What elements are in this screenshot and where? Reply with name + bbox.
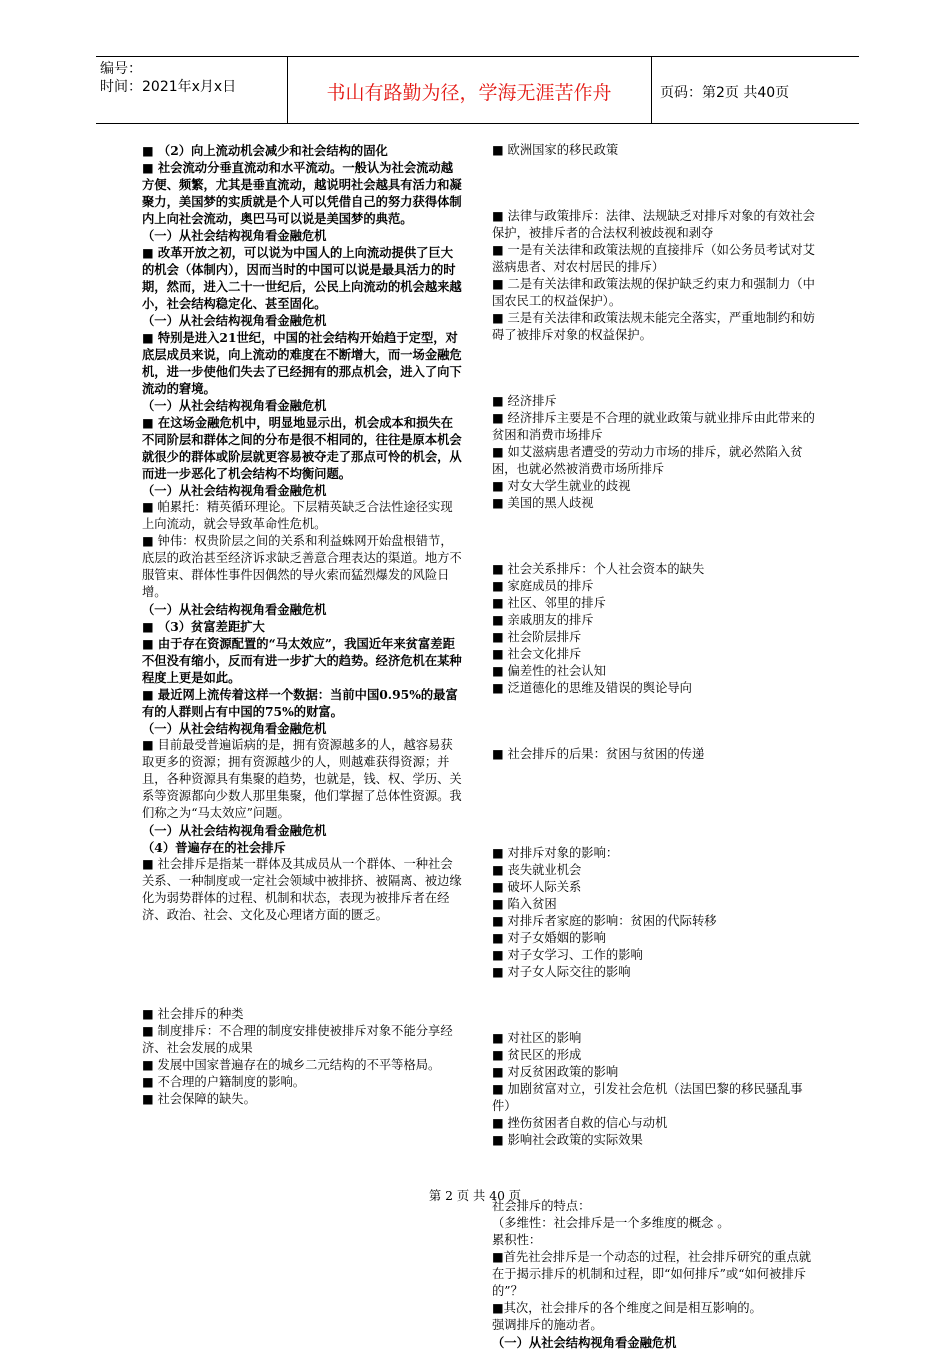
right-column xyxy=(492,142,820,1351)
paragraph: （多维性：社会排斥是一个多维度的概念 。 xyxy=(492,1216,730,1230)
paragraph: ■ 社会阶层排斥 xyxy=(492,630,582,644)
paragraph xyxy=(492,360,820,377)
paragraph: ■ 法律与政策排斥：法律、法规缺乏对排斥对象的有效社会保护，被排斥者的合法权利被歧视和剥夺 xyxy=(492,209,815,240)
paragraph: ■ 经济排斥 xyxy=(492,394,557,408)
paragraph: ■ 在这场金融危机中，明显地显示出，机会成本和损失在不同阶层和群体之间的分布是很不相同的，往往是原本机会就很少的群体或阶层就更容易被夺走了那点可怜的机会，从而进一步恶化了机会结构不均衡问题。 xyxy=(142,415,462,481)
paragraph: ■ 钟伟：权贵阶层之间的关系和利益蛛网开始盘根错节，底层的政治甚至经济诉求缺乏善意合理表达的渠道。地方不服管束、群体性事件因偶然的导火索而猛烈爆发的风险日增。 xyxy=(142,534,462,599)
header-number: 编号： xyxy=(100,61,142,77)
paragraph: ■ 社会排斥的种类 xyxy=(142,1007,244,1021)
paragraph xyxy=(492,175,820,192)
paragraph: ■ 社会保障的缺失。 xyxy=(142,1092,256,1106)
paragraph: ■ 对排斥者家庭的影响：贫困的代际转移 xyxy=(492,914,717,928)
paragraph: ■ 三是有关法律和政策法规未能完全落实，严重地制约和妨碍了被排斥对象的权益保护。 xyxy=(492,311,815,342)
paragraph: ■ 对子女人际交往的影响 xyxy=(492,965,631,979)
paragraph: ■ 对社区的影响 xyxy=(492,1031,582,1045)
paragraph: ■ 如艾滋病患者遭受的劳动力市场的排斥，就必然陷入贫困，也就必然被消费市场所排斥 xyxy=(492,445,803,476)
paragraph: ■ 由于存在资源配置的“马太效应”，我国近年来贫富差距不但没有缩小，反而有进一步扩大的趋势。经济危机在某种程度上更是如此。 xyxy=(142,636,462,685)
paragraph: ■ 社区、邻里的排斥 xyxy=(492,596,606,610)
paragraph xyxy=(492,812,820,829)
paragraph: ■ 不合理的户籍制度的影响。 xyxy=(142,1075,306,1089)
paragraph: ■ 对子女学习、工作的影响 xyxy=(492,948,643,962)
paragraph xyxy=(492,528,820,545)
paragraph: ■ 对反贫困政策的影响 xyxy=(492,1065,619,1079)
paragraph: 社会排斥的特点： xyxy=(492,1199,591,1213)
paragraph: （4）普遍存在的社会排斥 xyxy=(142,840,286,855)
header-motto: 书山有路勤为径，学海无涯苦作舟 xyxy=(326,82,612,104)
paragraph: （一）从社会结构视角看金融危机 xyxy=(142,602,327,617)
header-rule-bottom xyxy=(96,123,859,124)
paragraph: ■ 对女大学生就业的歧视 xyxy=(492,479,631,493)
paragraph: ■ 最近网上流传着这样一个数据：当前中国0.95%的最富有的人群则占有中国的75%的财富。 xyxy=(142,687,458,719)
paragraph: 累积性： xyxy=(492,1233,542,1247)
header-page-number: 页码：第2页 共40页 xyxy=(660,85,790,101)
paragraph: ■ 经济排斥主要是不合理的就业政策与就业排斥由此带来的贫困和消费市场排斥 xyxy=(492,411,815,442)
header-meta xyxy=(100,60,236,96)
paragraph: ■ 一是有关法律和政策法规的直接排斥（如公务员考试对艾滋病患者、对农村居民的排斥） xyxy=(492,243,815,274)
paragraph: ■ 社会流动分垂直流动和水平流动。一般认为社会流动越方便、频繁，尤其是垂直流动，越说明社会越具有活力和凝聚力，美国梦的实质就是个人可以凭借自己的努力获得体制内上向社会流动，奥巴马可以说是美国梦的典范。 xyxy=(142,160,462,226)
paragraph: ■ 家庭成员的排斥 xyxy=(492,579,594,593)
paragraph: （一）从社会结构视角看金融危机 xyxy=(142,823,327,838)
paragraph: ■ 社会排斥的后果：贫困与贫困的传递 xyxy=(492,747,705,761)
paragraph: 强调排斥的施动者。 xyxy=(492,1318,603,1332)
paragraph xyxy=(492,713,820,730)
paragraph: ■ 特别是进入21世纪，中国的社会结构开始趋于定型，对底层成员来说，向上流动的难度在不断增大，而一场金融危机，进一步使他们失去了已经拥有的那点机会，进入了向下流动的窘境。 xyxy=(142,330,462,396)
paragraph: ■ 对排斥对象的影响： xyxy=(492,846,619,860)
paragraph: ■ 贫民区的形成 xyxy=(492,1048,582,1062)
paragraph: （一）从社会结构视角看金融危机 xyxy=(142,398,327,413)
paragraph: ■ 丧失就业机会 xyxy=(492,863,582,877)
paragraph: ■ 社会文化排斥 xyxy=(492,647,582,661)
paragraph xyxy=(142,940,464,957)
paragraph xyxy=(492,779,820,796)
paragraph: ■ 对子女婚姻的影响 xyxy=(492,931,606,945)
paragraph: （一）从社会结构视角看金融危机 xyxy=(142,313,327,328)
paragraph: ■ 陷入贫困 xyxy=(492,897,557,911)
header-time: 时间：2021年x月x日 xyxy=(100,79,237,95)
paragraph: ■ （2）向上流动机会减少和社会结构的固化 xyxy=(142,143,388,158)
header-divider-2 xyxy=(651,56,652,123)
paragraph: ■ 泛道德化的思维及错误的舆论导向 xyxy=(492,681,692,695)
paragraph: ■ 偏差性的社会认知 xyxy=(492,664,606,678)
paragraph: （一）从社会结构视角看金融危机 xyxy=(492,1335,677,1350)
paragraph: ■ 挫伤贫困者自救的信心与动机 xyxy=(492,1116,668,1130)
paragraph: （一）从社会结构视角看金融危机 xyxy=(142,483,327,498)
paragraph xyxy=(492,1165,820,1182)
paragraph: ■ 二是有关法律和政策法规的保护缺乏约束力和强制力（中国农民工的权益保护）。 xyxy=(492,277,815,308)
paragraph: ■ 加剧贫富对立，引发社会危机（法国巴黎的移民骚乱事件） xyxy=(492,1082,803,1113)
paragraph: ■ 影响社会政策的实际效果 xyxy=(492,1133,643,1147)
paragraph: ■ 欧洲国家的移民政策 xyxy=(492,143,619,157)
paragraph: ■ 美国的黑人歧视 xyxy=(492,496,594,510)
paragraph: （一）从社会结构视角看金融危机 xyxy=(142,721,327,736)
paragraph: （一）从社会结构视角看金融危机 xyxy=(142,228,327,243)
left-column xyxy=(142,142,464,1108)
paragraph: ■ 社会关系排斥：个人社会资本的缺失 xyxy=(492,562,705,576)
paragraph: ■其次，社会排斥的各个维度之间是相互影响的。 xyxy=(492,1301,762,1315)
paragraph xyxy=(142,973,464,990)
paragraph: ■ 亲戚朋友的排斥 xyxy=(492,613,594,627)
paragraph: ■ 帕累托：精英循环理论。下层精英缺乏合法性途径实现上向流动，就会导致革命性危机。 xyxy=(142,500,453,531)
paragraph xyxy=(492,997,820,1014)
paragraph: ■ 破坏人际关系 xyxy=(492,880,582,894)
header-rule-top xyxy=(96,56,859,57)
paragraph: ■ 制度排斥：不合理的制度安排使被排斥对象不能分享经济、社会发展的成果 xyxy=(142,1024,453,1055)
paragraph: ■ （3）贫富差距扩大 xyxy=(142,619,265,634)
paragraph: ■ 目前最受普遍诟病的是，拥有资源越多的人，越容易获取更多的资源；拥有资源越少的人，则越难获得资源；并且，各种资源具有集聚的趋势，也就是，钱、权、学历、关系等资源都向少数人那里集聚，他们掌握了总体性资源。我们称之为“马太效应”问题。 xyxy=(142,738,462,820)
page-footer: 第 2 页 共 40 页 xyxy=(428,1189,522,1203)
paragraph: ■ 发展中国家普遍存在的城乡二元结构的不平等格局。 xyxy=(142,1058,441,1072)
paragraph: ■ 社会排斥是指某一群体及其成员从一个群体、一种社会关系、一种制度或一定社会领域中被排挤、被隔离、被边缘化为弱势群体的过程、机制和状态，表现为被排斥者在经济、政治、社会、文化及心理诸方面的匮乏。 xyxy=(142,857,462,922)
paragraph: ■首先社会排斥是一个动态的过程，社会排斥研究的重点就在于揭示排斥的机制和过程，即“如何排斥”或“如何被排斥的”？ xyxy=(492,1250,812,1298)
paragraph: ■ 改革开放之初，可以说为中国人的上向流动提供了巨大的机会（体制内），因而当时的中国可以说是最具活力的时期，然而，进入二十一世纪后，公民上向流动的机会越来越小，社会结构稳定化、甚至固化。 xyxy=(142,245,462,311)
